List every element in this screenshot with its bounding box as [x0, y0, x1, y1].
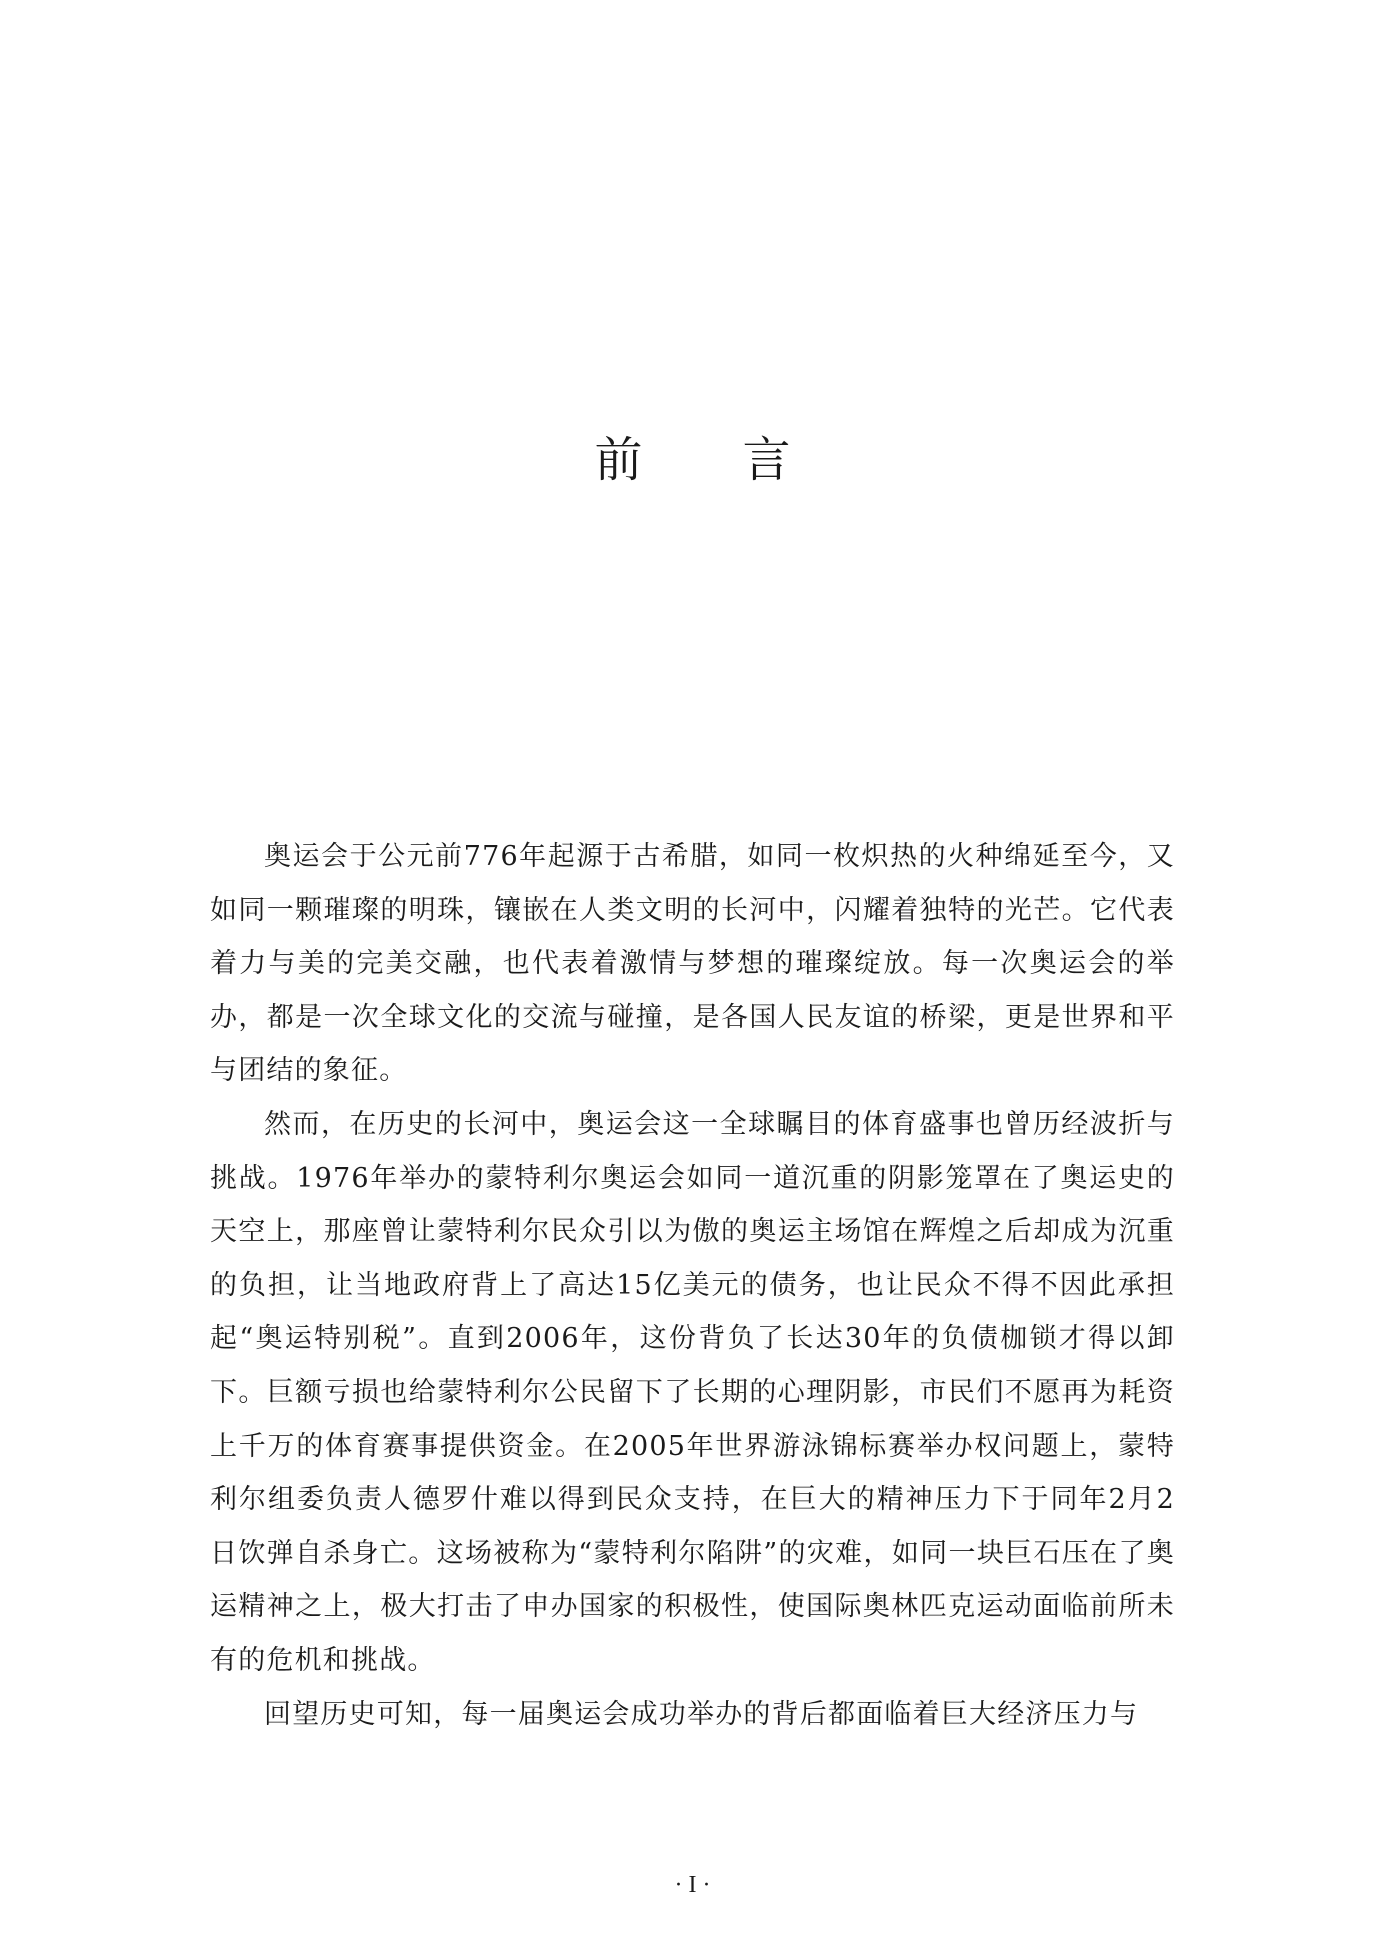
page-title: 前言 [594, 432, 891, 489]
paragraph-3: 回望历史可知，每一届奥运会成功举办的背后都面临着巨大经济压力与 [264, 1698, 1139, 1730]
preface-body [210, 830, 1175, 1741]
paragraph-2: 然而，在历史的长河中，奥运会这一全球瞩目的体育盛事也曾历经波折与挑战。1976年举办的蒙特利尔奥运会如同一道沉重的阴影笼罩在了奥运史的天空上，那座曾让蒙特利尔民众引以为傲的奥运主场馆在辉煌之后却成为沉重的负担，让当地政府背上了高达15亿美元的债务，也让民众不得不因此承担起“奥运特别税”。直到2006年，这份背负了长达30年的负债枷锁才得以卸下。巨额亏损也给蒙特利尔公民留下了长期的心理阴影，市民们不愿再为耗资上千万的体育赛事提供资金。在2005年世界游泳锦标赛举办权问题上，蒙特利尔组委负责人德罗什难以得到民众支持，在巨大的精神压力下于同年2月2日饮弹自杀身亡。这场被称为“蒙特利尔陷阱”的灾难，如同一块巨石压在了奥运精神之上，极大打击了申办国家的积极性，使国际奥林匹克运动面临前所未有的危机和挑战。 [210, 1108, 1175, 1676]
page-number: · I · [674, 1872, 711, 1898]
paragraph-1: 奥运会于公元前776年起源于古希腊，如同一枚炽热的火种绵延至今，又如同一颗璀璨的明珠，镶嵌在人类文明的长河中，闪耀着独特的光芒。它代表着力与美的完美交融，也代表着激情与梦想的璀璨绽放。每一次奥运会的举办，都是一次全球文化的交流与碰撞，是各国人民友谊的桥梁，更是世界和平与团结的象征。 [210, 841, 1175, 1087]
